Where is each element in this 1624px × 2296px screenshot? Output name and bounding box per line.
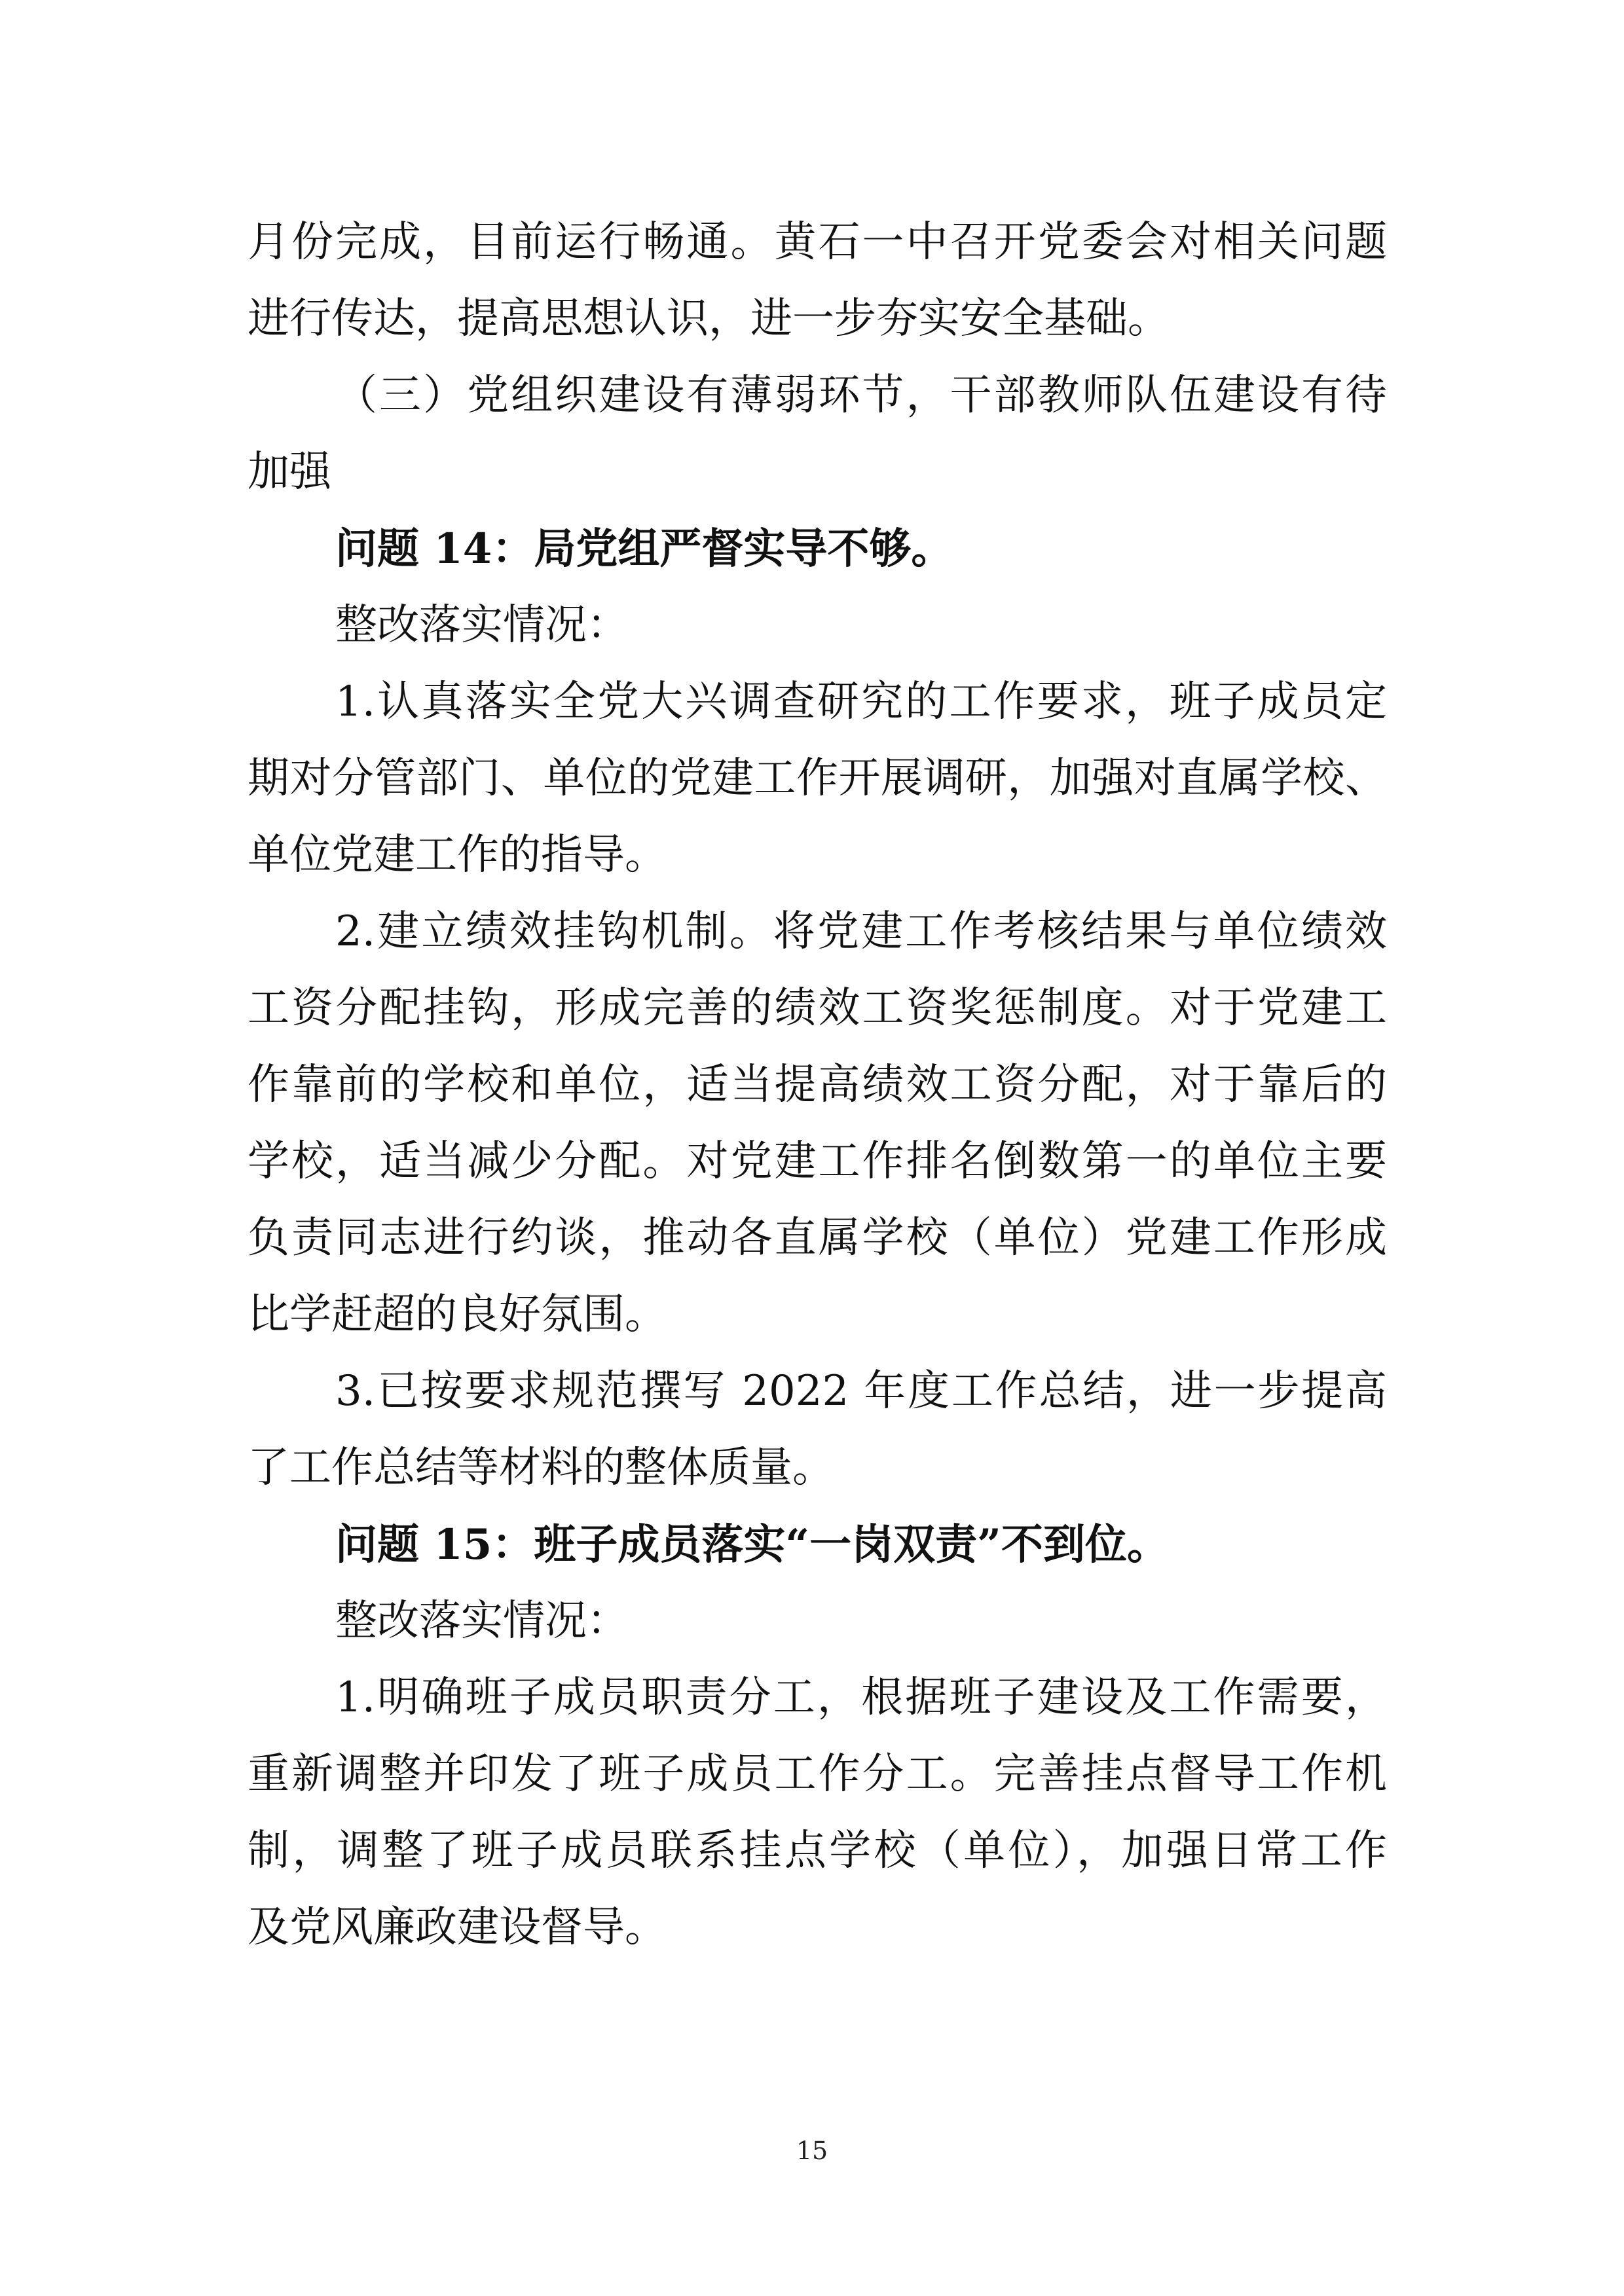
body-text-line: 负责同志进行约谈，推动各直属学校（单位）党建工作形成 [248, 1214, 1387, 1262]
body-text-line: 期对分管部门、单位的党建工作开展调研，加强对直属学校、 [248, 754, 1387, 803]
body-text-line: 1.认真落实全党大兴调查研究的工作要求，班子成员定 [335, 678, 1387, 726]
body-text-line: 工资分配挂钩，形成完善的绩效工资奖惩制度。对于党建工 [248, 984, 1387, 1032]
section-heading-line: 问题 15：班子成员落实“一岗双责”不到位。 [335, 1520, 1169, 1569]
body-text-line: 整改落实情况： [335, 1597, 629, 1645]
page-number: 15 [796, 2136, 828, 2165]
body-text-line: 了工作总结等材料的整体质量。 [248, 1444, 834, 1492]
body-text-line: 加强 [248, 448, 331, 496]
body-text-line: 2.建立绩效挂钩机制。将党建工作考核结果与单位绩效 [335, 907, 1387, 956]
body-text-line: 月份完成，目前运行畅通。黄石一中召开党委会对相关问题 [248, 218, 1387, 266]
section-heading-line: 问题 14：局党组严督实导不够。 [335, 524, 953, 574]
body-text-line: 进行传达，提高思想认识，进一步夯实安全基础。 [248, 295, 1170, 343]
body-text-line: 3.已按要求规范撰写 2022 年度工作总结，进一步提高 [335, 1367, 1387, 1415]
body-text-line: 整改落实情况： [335, 601, 629, 649]
body-text-line: 制，调整了班子成员联系挂点学校（单位），加强日常工作 [248, 1827, 1387, 1875]
body-text-line: 比学赶超的良好氛围。 [248, 1290, 667, 1339]
body-text-line: 学校，适当减少分配。对党建工作排名倒数第一的单位主要 [248, 1137, 1387, 1186]
body-text-line: 作靠前的学校和单位，适当提高绩效工资分配，对于靠后的 [248, 1061, 1387, 1109]
body-text-line: 重新调整并印发了班子成员工作分工。完善挂点督导工作机 [248, 1750, 1387, 1798]
body-text-line: 1.明确班子成员职责分工，根据班子建设及工作需要， [335, 1673, 1387, 1722]
document-body [248, 204, 1387, 1966]
body-text-line: 单位党建工作的指导。 [248, 831, 667, 879]
body-text-line: （三）党组织建设有薄弱环节，干部教师队伍建设有待 [335, 371, 1387, 420]
body-text-line: 及党风廉政建设督导。 [248, 1903, 667, 1952]
